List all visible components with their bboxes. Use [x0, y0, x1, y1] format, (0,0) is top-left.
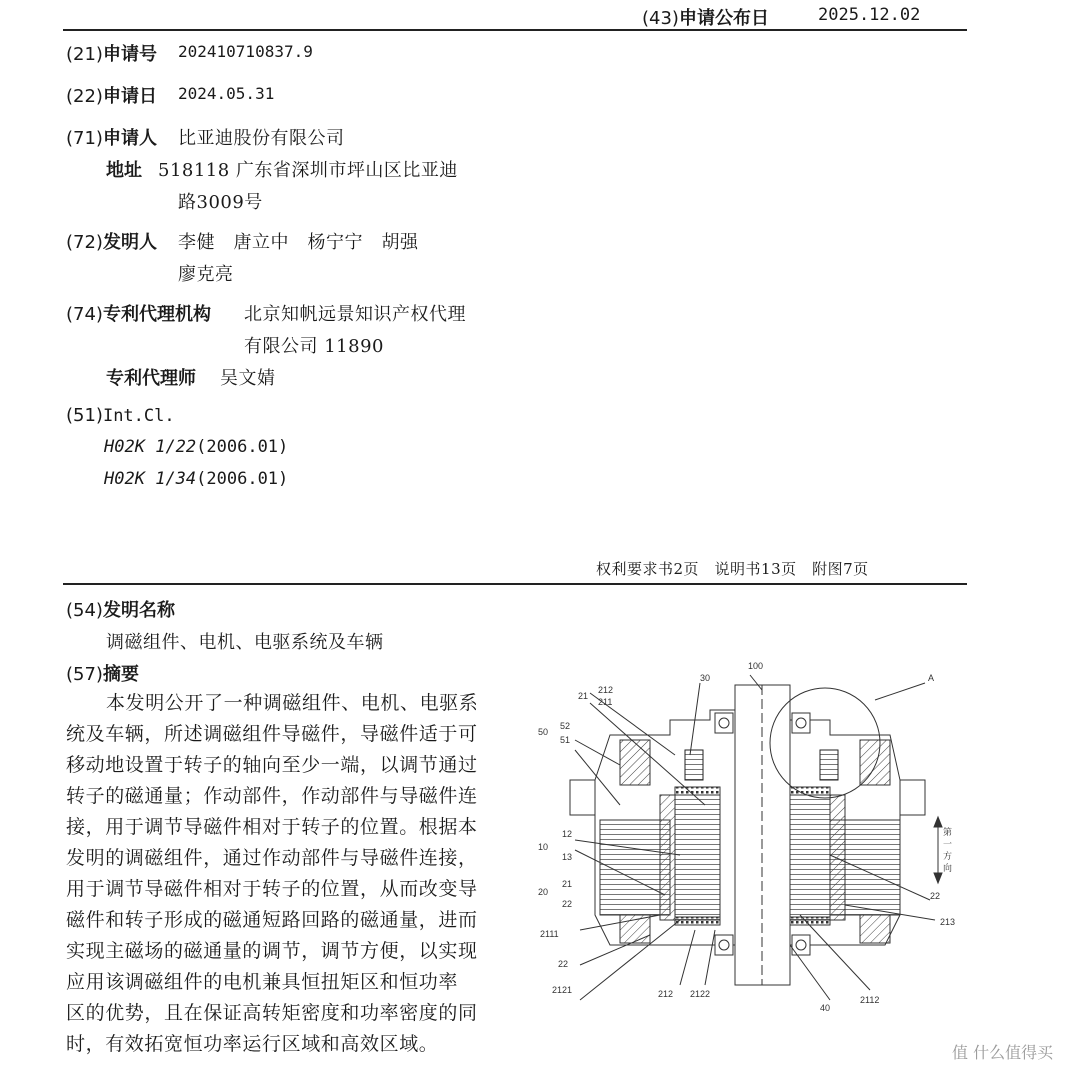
agency-line2: 有限公司 11890 [244, 336, 384, 357]
inventors-line2: 廖克亮 [178, 264, 234, 285]
watermark-logo: 值 什么值得买 [952, 1043, 1054, 1062]
fig-label-50: 50 [538, 727, 549, 737]
abstract-line: 接，用于调节导磁件相对于转子的位置。根据本 [66, 816, 478, 838]
abstract-line: 用于调节导磁件相对于转子的位置，从而改变导 [66, 878, 478, 900]
field-inventors: (72)发明人 [66, 232, 157, 253]
abstract-line: 实现主磁场的磁通量的调节，调节方便，以实现 [66, 940, 478, 962]
middle-rule [63, 583, 967, 585]
fig-label-21: 21 [578, 691, 589, 701]
abstract-line: 本发明公开了一种调磁组件、电机、电驱系 [106, 692, 479, 714]
pub-date-label: (43)申请公布日 [642, 8, 769, 29]
address-label: 地址 [106, 160, 142, 181]
fig-label-51: 51 [560, 735, 571, 745]
fig-label-30: 30 [700, 673, 711, 683]
int-cl-item: H02K 1/22(2006.01) [104, 437, 289, 457]
abstract-line: 应用该调磁组件的电机兼具恒扭矩区和恒功率 [66, 971, 459, 993]
field-agency: (74)专利代理机构 [66, 304, 211, 325]
top-rule [63, 29, 967, 31]
fig-label-52: 52 [560, 721, 571, 731]
applicant-value: 比亚迪股份有限公司 [178, 128, 345, 149]
agent-value: 吴文婧 [220, 368, 276, 389]
address-line1: 518118 广东省深圳市坪山区比亚迪 [158, 160, 458, 181]
fig-label-2121: 2121 [552, 985, 573, 995]
fig-label-2122: 2122 [690, 989, 711, 999]
fig-label-22c: 22 [558, 959, 569, 969]
field-int-cl: (51)Int.Cl. [66, 405, 175, 426]
field-applicant: (71)申请人 [66, 128, 157, 149]
fig-label-40: 40 [820, 1003, 831, 1013]
fig-label-dir: 一 [943, 839, 953, 849]
inventors-line1: 李健 唐立中 杨宁宁 胡强 [178, 232, 419, 253]
fig-label-213: 213 [940, 917, 956, 927]
fig-label-22b: 22 [562, 899, 573, 909]
fig-label-211: 211 [598, 697, 613, 707]
fig-label-dir: 第 [943, 827, 953, 837]
abstract-line: 移动地设置于转子的轴向至少一端，以调节通过 [66, 754, 478, 776]
fig-label-dir: 向 [943, 863, 953, 873]
fig-label-A: A [928, 673, 935, 683]
abstract-line: 时，有效拓宽恒功率运行区域和高效区域。 [66, 1033, 439, 1055]
fig-label-212: 212 [598, 685, 614, 695]
field-app-no: (21)申请号 [66, 44, 157, 65]
abstract-line: 统及车辆，所述调磁组件导磁件，导磁件适于可 [66, 723, 478, 745]
fig-label-10: 10 [538, 842, 549, 852]
fig-label-dir: 方 [943, 851, 953, 861]
agent-label: 专利代理师 [106, 368, 196, 389]
abstract-line: 磁件和转子形成的磁通短路回路的磁通量，进而 [66, 909, 478, 931]
fig-label-22r: 22 [930, 891, 941, 901]
motor-cross-section-figure [530, 655, 970, 1015]
invention-title: 调磁组件、电机、电驱系统及车辆 [106, 632, 384, 653]
fig-label-13: 13 [562, 852, 573, 862]
fig-label-2112: 2112 [860, 995, 880, 1005]
fig-label-20: 20 [538, 887, 549, 897]
pages-info: 权利要求书2页 说明书13页 附图7页 [596, 560, 869, 578]
fig-label-100: 100 [748, 661, 764, 671]
abstract-line: 转子的磁通量；作动部件，作动部件与导磁件连 [66, 785, 478, 807]
pub-date-value: 2025.12.02 [818, 5, 921, 25]
field-title: (54)发明名称 [66, 600, 175, 621]
app-date-value: 2024.05.31 [178, 84, 275, 103]
agency-line1: 北京知帆远景知识产权代理 [244, 304, 466, 325]
fig-label-12: 12 [562, 829, 573, 839]
abstract-line: 发明的调磁组件，通过作动部件与导磁件连接， [66, 847, 478, 869]
fig-label-2111: 2111 [540, 929, 559, 939]
field-app-date: (22)申请日 [66, 86, 157, 107]
address-line2: 路3009号 [178, 192, 263, 213]
app-no-value: 202410710837.9 [178, 42, 313, 61]
abstract-line: 区的优势，且在保证高转矩密度和功率密度的同 [66, 1002, 478, 1024]
fig-label-212b: 212 [658, 989, 674, 999]
fig-label-21b: 21 [562, 879, 573, 889]
field-abstract: (57)摘要 [66, 664, 139, 685]
int-cl-item: H02K 1/34(2006.01) [104, 469, 289, 489]
